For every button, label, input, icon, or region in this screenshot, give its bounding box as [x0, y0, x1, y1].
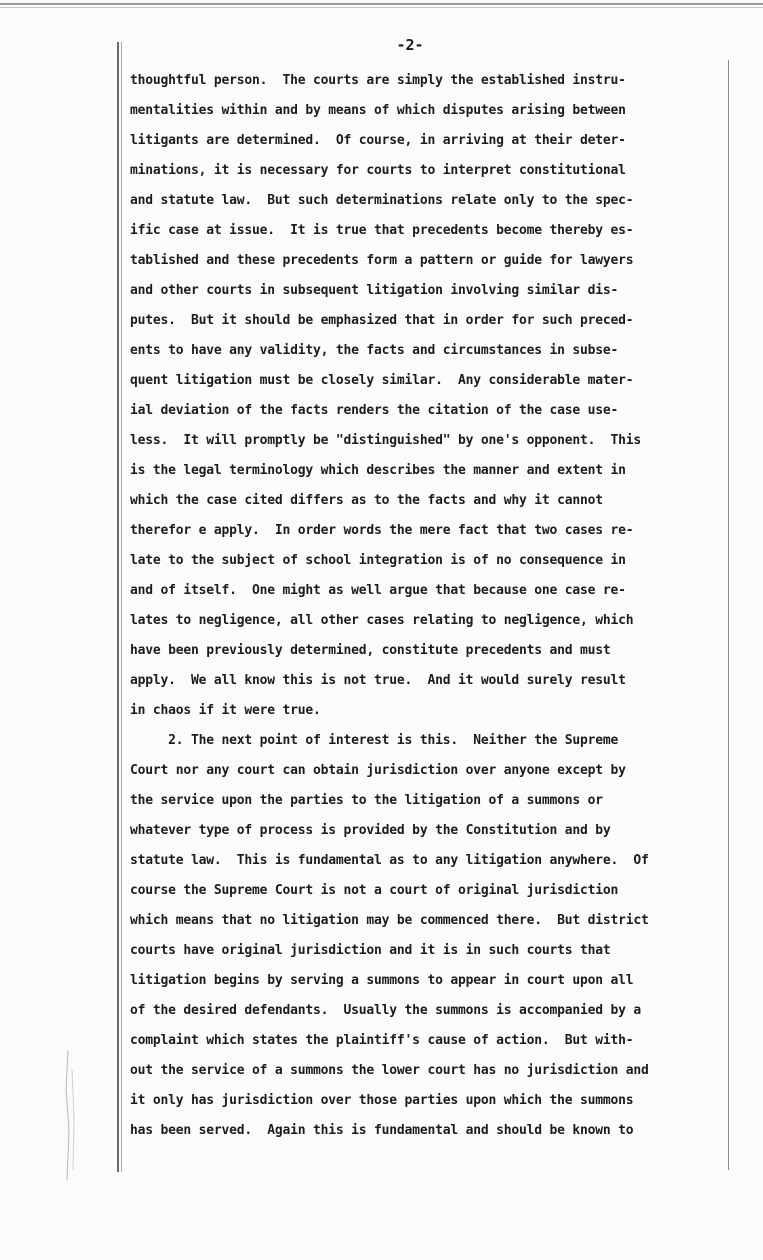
text-line: complaint which states the plaintiff's cause of action. But with- [130, 1033, 634, 1048]
text-line: mentalities within and by means of which disputes arising between [130, 103, 626, 118]
text-line: late to the subject of school integration is of no consequence in [130, 553, 626, 568]
text-line: it only has jurisdiction over those parties upon which the summons [130, 1093, 634, 1108]
text-line: which the case cited differs as to the facts and why it cannot [130, 493, 603, 508]
text-line: 2. The next point of interest is this. Neither the Supreme [130, 733, 619, 748]
text-line: out the service of a summons the lower court has no jurisdiction and [130, 1063, 649, 1078]
text-line: in chaos if it were true. [130, 703, 321, 718]
text-line: putes. But it should be emphasized that in order for such preced- [130, 313, 634, 328]
text-line: have been previously determined, constitute precedents and must [130, 643, 611, 658]
text-line: and of itself. One might as well argue that because one case re- [130, 583, 626, 598]
text-line: is the legal terminology which describes the manner and extent in [130, 463, 626, 478]
left-margin-line [117, 42, 119, 1172]
text-line: statute law. This is fundamental as to any litigation anywhere. Of [130, 853, 649, 868]
page-number: -2- [396, 36, 424, 54]
text-line: litigants are determined. Of course, in arriving at their deter- [130, 133, 626, 148]
document-body [130, 66, 750, 1146]
text-line: whatever type of process is provided by the Constitution and by [130, 823, 611, 838]
text-line: courts have original jurisdiction and it is in such courts that [130, 943, 611, 958]
left-margin-line-inner [121, 42, 122, 1172]
text-line: ial deviation of the facts renders the citation of the case use- [130, 403, 619, 418]
text-line: ents to have any validity, the facts and circumstances in subse- [130, 343, 619, 358]
top-edge-rule [0, 3, 763, 5]
text-line: ific case at issue. It is true that precedents become thereby es- [130, 223, 634, 238]
text-line: minations, it is necessary for courts to interpret constitutional [130, 163, 626, 178]
text-line: the service upon the parties to the litigation of a summons or [130, 793, 603, 808]
text-line: which means that no litigation may be commenced there. But district [130, 913, 649, 928]
text-line: of the desired defendants. Usually the summons is accompanied by a [130, 1003, 641, 1018]
text-line: tablished and these precedents form a pattern or guide for lawyers [130, 253, 634, 268]
text-line: and statute law. But such determinations relate only to the spec- [130, 193, 634, 208]
text-line: less. It will promptly be "distinguished" by one's opponent. This [130, 433, 641, 448]
text-line: lates to negligence, all other cases relating to negligence, which [130, 613, 634, 628]
page-fold-marks [60, 1050, 80, 1180]
text-line: therefor e apply. In order words the mere fact that two cases re- [130, 523, 634, 538]
text-line: has been served. Again this is fundamental and should be known to [130, 1123, 634, 1138]
text-line: thoughtful person. The courts are simply the established instru- [130, 73, 626, 88]
text-line: apply. We all know this is not true. And it would surely result [130, 673, 626, 688]
text-line: quent litigation must be closely similar. Any considerable mater- [130, 373, 634, 388]
text-line: Court nor any court can obtain jurisdiction over anyone except by [130, 763, 626, 778]
text-line: and other courts in subsequent litigation involving similar dis- [130, 283, 619, 298]
text-line: litigation begins by serving a summons to appear in court upon all [130, 973, 634, 988]
text-line: course the Supreme Court is not a court of original jurisdiction [130, 883, 619, 898]
top-edge-rule-secondary [0, 7, 763, 8]
